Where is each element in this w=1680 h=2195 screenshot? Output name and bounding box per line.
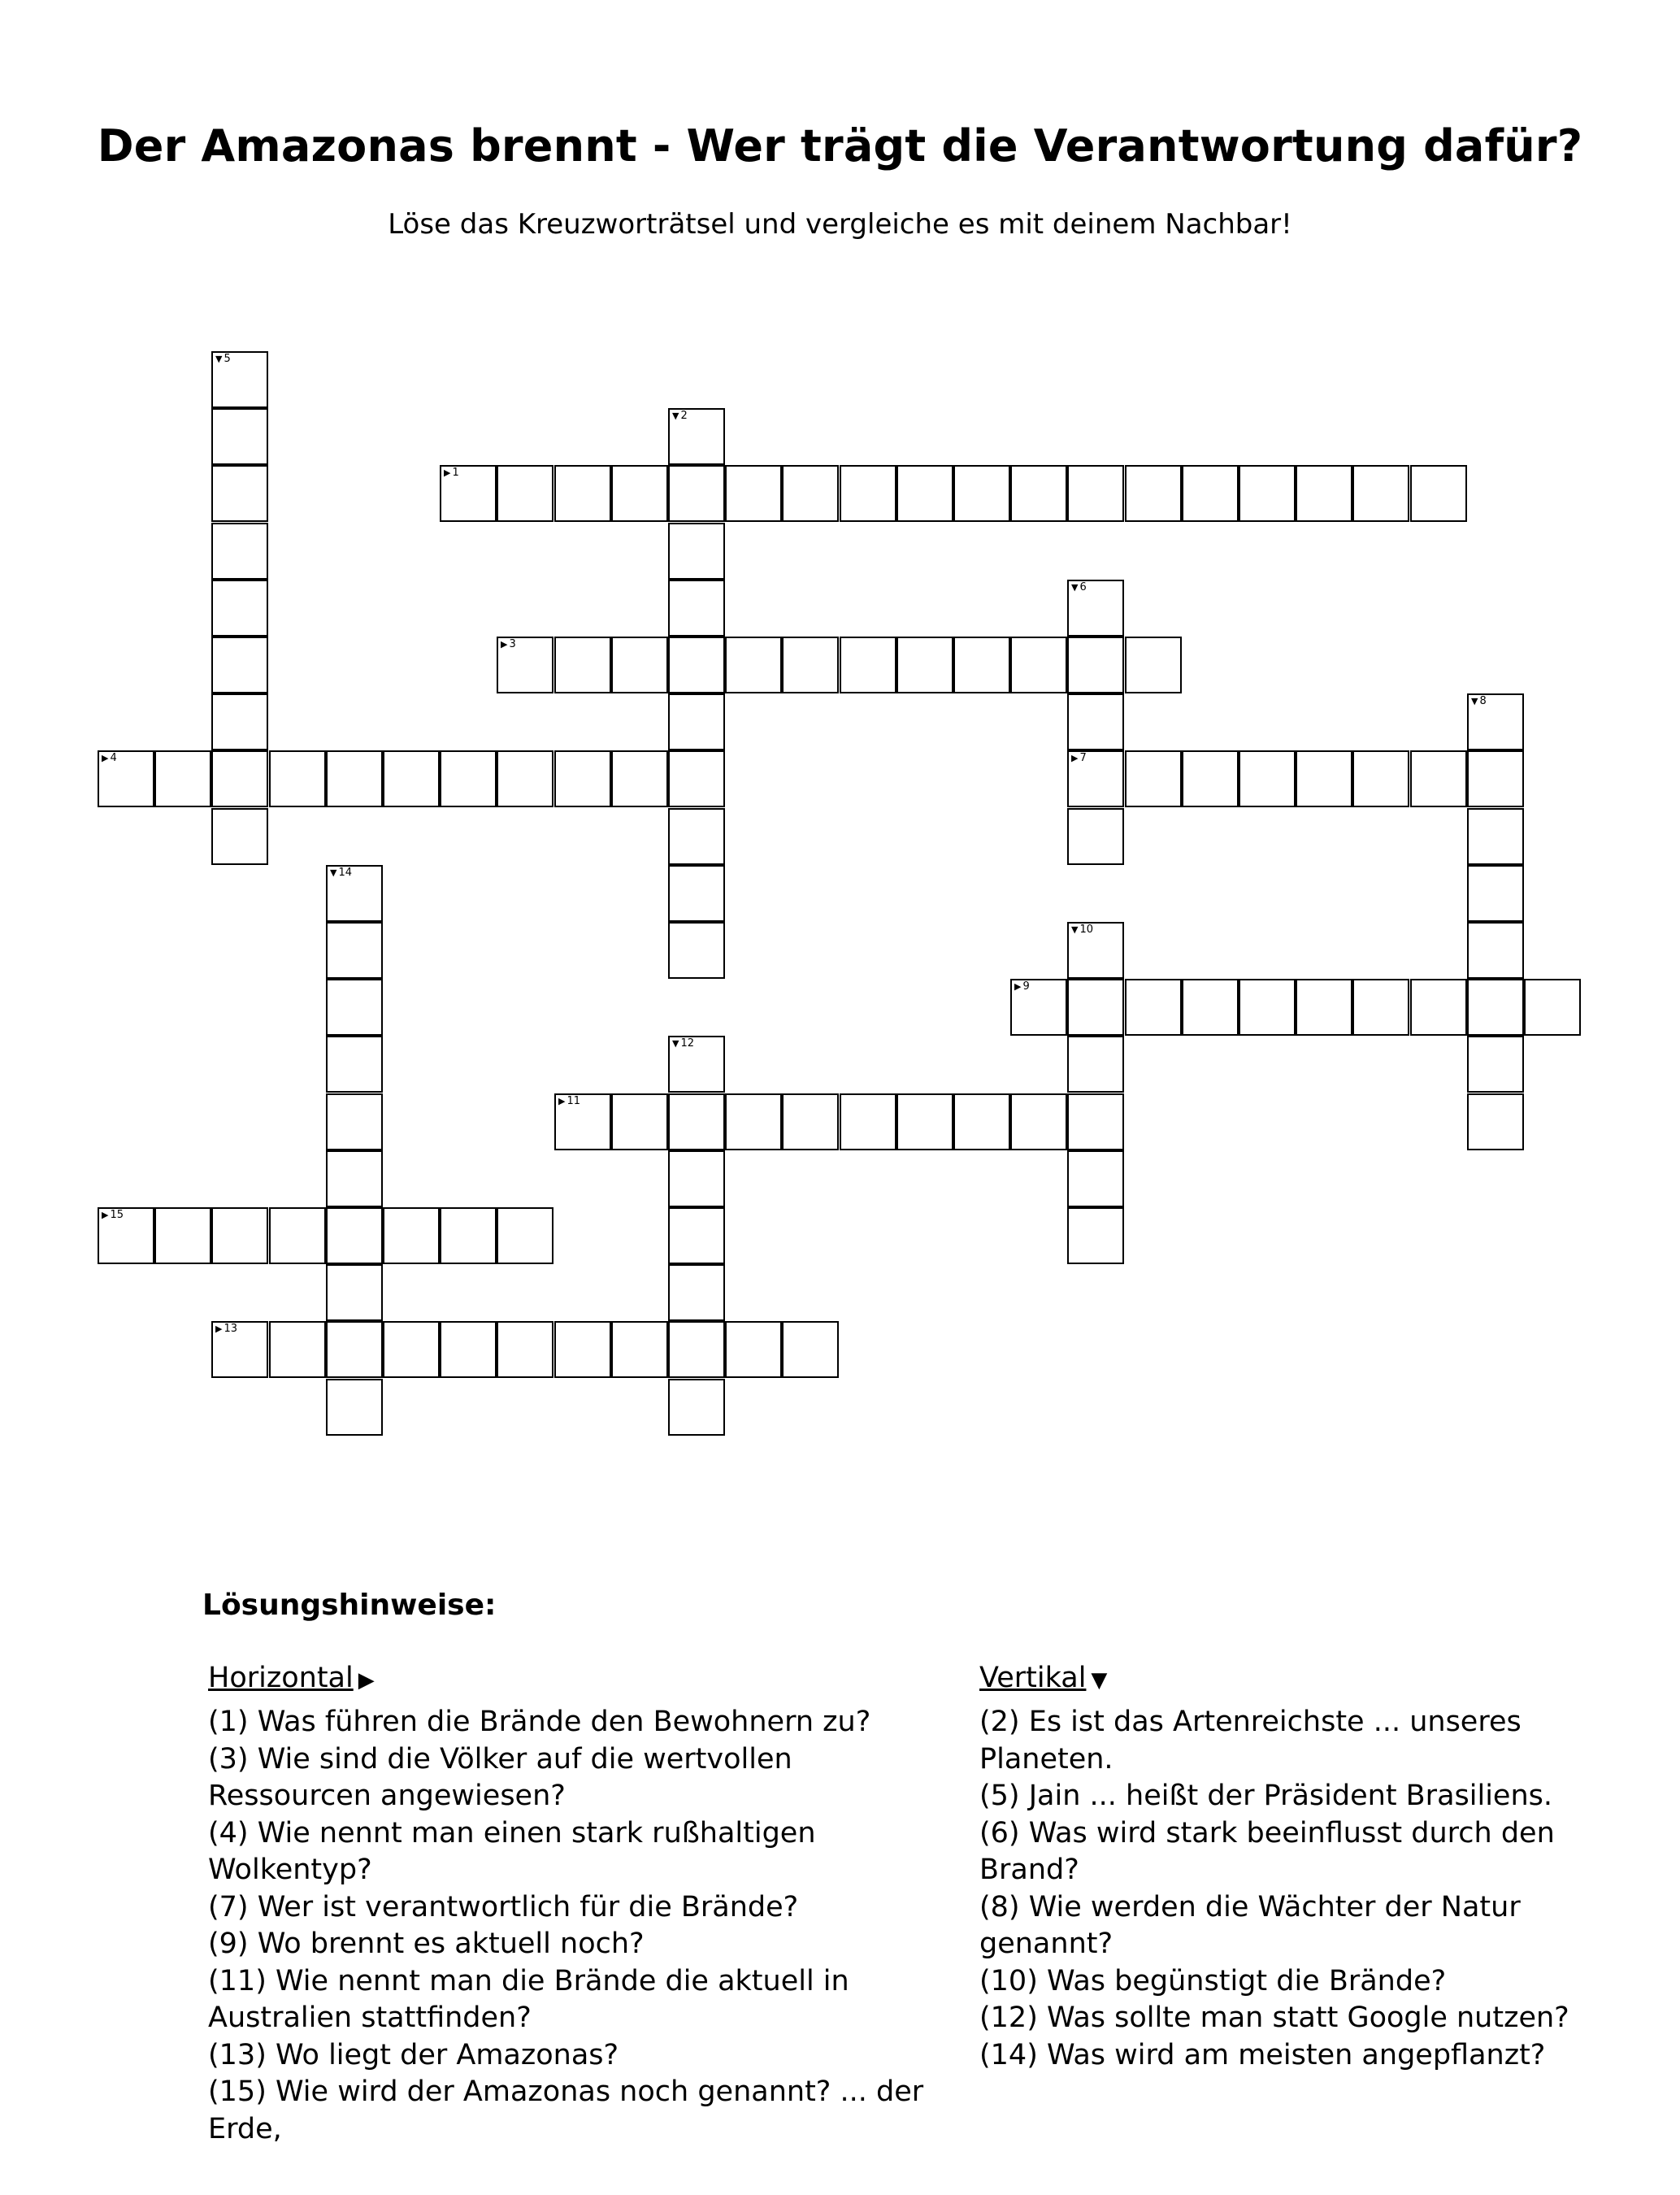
clue-number: 6: [1079, 581, 1087, 593]
clue-number: 13: [224, 1323, 238, 1335]
right-arrow-icon: ▶: [501, 639, 508, 650]
crossword-cell[interactable]: [383, 750, 440, 807]
crossword-cell[interactable]: [1010, 1093, 1067, 1150]
clue-8: (8) Wie werden die Wächter der Natur genannt?: [979, 1890, 1521, 1960]
right-arrow-icon: ▶: [1071, 753, 1079, 763]
crossword-cell[interactable]: [782, 1321, 839, 1378]
clue-14: (14) Was wird am meisten angepflanzt?: [979, 2038, 1546, 2071]
crossword-cell[interactable]: [1125, 637, 1182, 693]
crossword-cell[interactable]: [1467, 922, 1524, 979]
crossword-cell[interactable]: [497, 750, 553, 807]
crossword-cell[interactable]: [440, 750, 497, 807]
crossword-cell[interactable]: [1067, 979, 1124, 1036]
crossword-cell[interactable]: [1125, 750, 1182, 807]
page-title: Der Amazonas brennt - Wer trägt die Verantwortung dafür?: [97, 120, 1583, 172]
clue-number-label: [558, 1095, 580, 1108]
clue-13: (13) Wo liegt der Amazonas?: [208, 2038, 619, 2071]
crossword-cell[interactable]: [554, 465, 611, 522]
clue-number-label: [1071, 752, 1087, 765]
crossword-cell[interactable]: [211, 351, 268, 408]
clue-number-label: [215, 353, 231, 366]
down-arrow-icon: ▼: [1091, 1668, 1108, 1693]
crossword-cell[interactable]: [1410, 465, 1467, 522]
down-arrow-icon: ▼: [672, 1038, 679, 1049]
crossword-cell[interactable]: [611, 637, 668, 693]
crossword-cell[interactable]: [725, 465, 782, 522]
clue-number-label: [102, 1209, 124, 1222]
clue-number: 4: [110, 752, 117, 764]
crossword-cell[interactable]: [211, 408, 268, 465]
crossword-cell[interactable]: [440, 1207, 497, 1264]
crossword-cell[interactable]: [1125, 979, 1182, 1036]
clue-number-label: [1471, 695, 1487, 708]
crossword-cell[interactable]: [154, 1207, 211, 1264]
crossword-cell[interactable]: [782, 465, 839, 522]
crossword-cell[interactable]: [1352, 750, 1409, 807]
crossword-cell[interactable]: [611, 1093, 668, 1150]
crossword-cell[interactable]: [1467, 979, 1524, 1036]
crossword-cell[interactable]: [1467, 693, 1524, 750]
crossword-cell[interactable]: [668, 637, 725, 693]
crossword-cell[interactable]: [554, 750, 611, 807]
clue-6: (6) Was wird stark beeinflusst durch den Brand?: [979, 1816, 1555, 1886]
crossword-cell[interactable]: [668, 1093, 725, 1150]
crossword-cell[interactable]: [725, 1093, 782, 1150]
crossword-cell[interactable]: [668, 1207, 725, 1264]
crossword-cell[interactable]: [1067, 1036, 1124, 1093]
crossword-cell[interactable]: [211, 465, 268, 522]
clue-number: 12: [680, 1037, 695, 1050]
crossword-cell[interactable]: [326, 1207, 383, 1264]
crossword-cell[interactable]: [1467, 1093, 1524, 1150]
down-arrow-icon: ▼: [1071, 924, 1079, 935]
crossword-cell[interactable]: [211, 1321, 268, 1378]
crossword-cell[interactable]: [440, 465, 497, 522]
clue-2: (2) Es ist das Artenreichste ... unseres Planeten.: [979, 1706, 1522, 1776]
crossword-cell[interactable]: [211, 580, 268, 637]
crossword-cell[interactable]: [326, 1036, 383, 1093]
crossword-cell[interactable]: [326, 750, 383, 807]
crossword-cell[interactable]: [1410, 750, 1467, 807]
crossword-cell[interactable]: [326, 979, 383, 1036]
crossword-cell[interactable]: [98, 1207, 154, 1264]
crossword-cell[interactable]: [1067, 1150, 1124, 1207]
clue-4: (4) Wie nennt man einen stark rußhaltigen Wolkentyp?: [208, 1816, 816, 1886]
vertical-clues: [979, 1704, 1605, 2074]
crossword-cell[interactable]: [668, 408, 725, 465]
hints-heading: Lösungshinweise:: [202, 1589, 497, 1622]
vertical-heading: [979, 1662, 1107, 1694]
crossword-cell[interactable]: [611, 465, 668, 522]
crossword-cell[interactable]: [1296, 979, 1352, 1036]
crossword-cell[interactable]: [1067, 750, 1124, 807]
crossword-cell[interactable]: [554, 1093, 611, 1150]
crossword-cell[interactable]: [1067, 922, 1124, 979]
crossword-cell[interactable]: [554, 1321, 611, 1378]
right-arrow-icon: ▶: [444, 467, 451, 478]
crossword-cell[interactable]: [1467, 750, 1524, 807]
clue-number: 2: [680, 410, 688, 422]
crossword-cell[interactable]: [725, 1321, 782, 1378]
clue-10: (10) Was begünstigt die Brände?: [979, 1964, 1447, 1997]
crossword-cell[interactable]: [326, 1093, 383, 1150]
crossword-cell[interactable]: [326, 1321, 383, 1378]
clue-number-label: [1071, 581, 1087, 594]
crossword-cell[interactable]: [1467, 865, 1524, 922]
right-arrow-icon: ▶: [1014, 981, 1022, 992]
horizontal-label: Horizontal: [208, 1662, 354, 1694]
crossword-cell[interactable]: [554, 637, 611, 693]
clue-number-label: [215, 1323, 237, 1336]
crossword-cell[interactable]: [1010, 979, 1067, 1036]
crossword-cell[interactable]: [1239, 979, 1296, 1036]
clue-number: 10: [1079, 924, 1094, 936]
clue-number-label: [672, 1037, 694, 1050]
clue-7: (7) Wer ist verantwortlich für die Brände?: [208, 1890, 799, 1923]
crossword-cell[interactable]: [269, 1207, 326, 1264]
crossword-cell[interactable]: [1182, 750, 1239, 807]
clue-9: (9) Wo brennt es aktuell noch?: [208, 1928, 645, 1960]
crossword-cell[interactable]: [1010, 465, 1067, 522]
crossword-cell[interactable]: [1239, 750, 1296, 807]
crossword-cell[interactable]: [269, 1321, 326, 1378]
crossword-cell[interactable]: [497, 1321, 553, 1378]
down-arrow-icon: ▼: [1471, 696, 1478, 706]
crossword-cell[interactable]: [326, 922, 383, 979]
crossword-cell[interactable]: [211, 1207, 268, 1264]
crossword-cell[interactable]: [668, 523, 725, 580]
crossword-cell[interactable]: [383, 1207, 440, 1264]
clue-number: 11: [567, 1095, 581, 1107]
horizontal-clues: [208, 1704, 964, 2148]
crossword-cell[interactable]: [782, 637, 839, 693]
clue-number-label: [444, 467, 459, 480]
crossword-cell[interactable]: [668, 1321, 725, 1378]
right-arrow-icon: ▶: [558, 1096, 566, 1106]
down-arrow-icon: ▼: [1071, 582, 1079, 593]
clue-number: 14: [338, 867, 353, 879]
crossword-cell[interactable]: [1067, 580, 1124, 637]
crossword-cell[interactable]: [383, 1321, 440, 1378]
crossword-cell[interactable]: [1010, 637, 1067, 693]
crossword-cell[interactable]: [840, 465, 896, 522]
down-arrow-icon: ▼: [330, 867, 337, 878]
crossword-cell[interactable]: [326, 1264, 383, 1321]
crossword-cell[interactable]: [1067, 1207, 1124, 1264]
crossword-cell[interactable]: [154, 750, 211, 807]
crossword-cell[interactable]: [668, 750, 725, 807]
crossword-cell[interactable]: [98, 750, 154, 807]
crossword-cell[interactable]: [1410, 979, 1467, 1036]
crossword-cell[interactable]: [326, 1379, 383, 1436]
clue-11: (11) Wie nennt man die Brände die aktuell in Australien stattfinden?: [208, 1964, 849, 2034]
clue-1: (1) Was führen die Brände den Bewohnern zu?: [208, 1706, 871, 1738]
down-arrow-icon: ▼: [215, 354, 223, 364]
clue-number-label: [330, 867, 352, 880]
clue-number-label: [1014, 980, 1030, 993]
crossword-cell[interactable]: [896, 637, 953, 693]
crossword-cell[interactable]: [953, 1093, 1010, 1150]
crossword-cell[interactable]: [668, 922, 725, 979]
clue-number-label: [1071, 924, 1093, 937]
crossword-cell[interactable]: [1067, 637, 1124, 693]
clue-number-label: [102, 752, 117, 765]
clue-15: (15) Wie wird der Amazonas noch genannt? ... der Erde,: [208, 2075, 924, 2145]
crossword-cell[interactable]: [211, 523, 268, 580]
instructions: Löse das Kreuzworträtsel und vergleiche es mit deinem Nachbar!: [388, 208, 1292, 241]
crossword-cell[interactable]: [896, 1093, 953, 1150]
crossword-cell[interactable]: [668, 1264, 725, 1321]
clue-5: (5) Jain ... heißt der Präsident Brasiliens.: [979, 1780, 1553, 1812]
vertical-label: Vertikal: [979, 1662, 1087, 1694]
clue-3: (3) Wie sind die Völker auf die wertvollen Ressourcen angewiesen?: [208, 1742, 792, 1812]
crossword-cell[interactable]: [668, 693, 725, 750]
clue-number: 1: [452, 467, 459, 479]
crossword-cell[interactable]: [1296, 465, 1352, 522]
crossword-cell[interactable]: [497, 465, 553, 522]
clue-12: (12) Was sollte man statt Google nutzen?: [979, 2002, 1569, 2034]
horizontal-heading: [208, 1662, 375, 1694]
crossword-cell[interactable]: [611, 750, 668, 807]
crossword-cell[interactable]: [1067, 1093, 1124, 1150]
clue-number: 5: [224, 353, 231, 365]
crossword-cell[interactable]: [668, 580, 725, 637]
clue-number: 7: [1079, 752, 1087, 764]
crossword-cell[interactable]: [211, 808, 268, 865]
crossword-cell[interactable]: [440, 1321, 497, 1378]
clue-number: 9: [1022, 980, 1030, 993]
crossword-cell[interactable]: [497, 1207, 553, 1264]
right-arrow-icon: ▶: [102, 753, 109, 763]
crossword-cell[interactable]: [1352, 465, 1409, 522]
clue-number: 3: [509, 638, 516, 650]
crossword-cell[interactable]: [211, 693, 268, 750]
crossword-cell[interactable]: [1524, 979, 1581, 1036]
crossword-cell[interactable]: [668, 465, 725, 522]
crossword-cell[interactable]: [1067, 465, 1124, 522]
crossword-cell[interactable]: [1067, 808, 1124, 865]
crossword-cell[interactable]: [668, 1379, 725, 1436]
crossword-cell[interactable]: [269, 750, 326, 807]
crossword-cell[interactable]: [1352, 979, 1409, 1036]
crossword-cell[interactable]: [1467, 808, 1524, 865]
crossword-cell[interactable]: [1239, 465, 1296, 522]
crossword-cell[interactable]: [326, 865, 383, 922]
crossword-cell[interactable]: [725, 637, 782, 693]
crossword-cell[interactable]: [896, 465, 953, 522]
crossword-cell[interactable]: [840, 637, 896, 693]
crossword-cell[interactable]: [668, 808, 725, 865]
crossword-cell[interactable]: [1182, 979, 1239, 1036]
clue-number-label: [672, 410, 688, 423]
right-arrow-icon: ▶: [358, 1668, 375, 1693]
crossword-cell[interactable]: [497, 637, 553, 693]
clue-number: 8: [1479, 695, 1487, 707]
crossword-cell[interactable]: [668, 1150, 725, 1207]
crossword-cell[interactable]: [1296, 750, 1352, 807]
clue-number-label: [501, 638, 516, 651]
crossword-cell[interactable]: [782, 1093, 839, 1150]
crossword-cell[interactable]: [840, 1093, 896, 1150]
crossword-cell[interactable]: [611, 1321, 668, 1378]
crossword-cell[interactable]: [1067, 693, 1124, 750]
down-arrow-icon: ▼: [672, 411, 679, 421]
crossword-cell[interactable]: [953, 465, 1010, 522]
crossword-cell[interactable]: [1182, 465, 1239, 522]
crossword-cell[interactable]: [1125, 465, 1182, 522]
clue-number: 15: [110, 1209, 124, 1221]
crossword-cell[interactable]: [668, 1036, 725, 1093]
right-arrow-icon: ▶: [102, 1210, 109, 1220]
right-arrow-icon: ▶: [215, 1324, 223, 1334]
crossword-cell[interactable]: [211, 750, 268, 807]
crossword-cell[interactable]: [1467, 1036, 1524, 1093]
crossword-cell[interactable]: [211, 637, 268, 693]
crossword-cell[interactable]: [668, 865, 725, 922]
crossword-cell[interactable]: [326, 1150, 383, 1207]
crossword-cell[interactable]: [953, 637, 1010, 693]
